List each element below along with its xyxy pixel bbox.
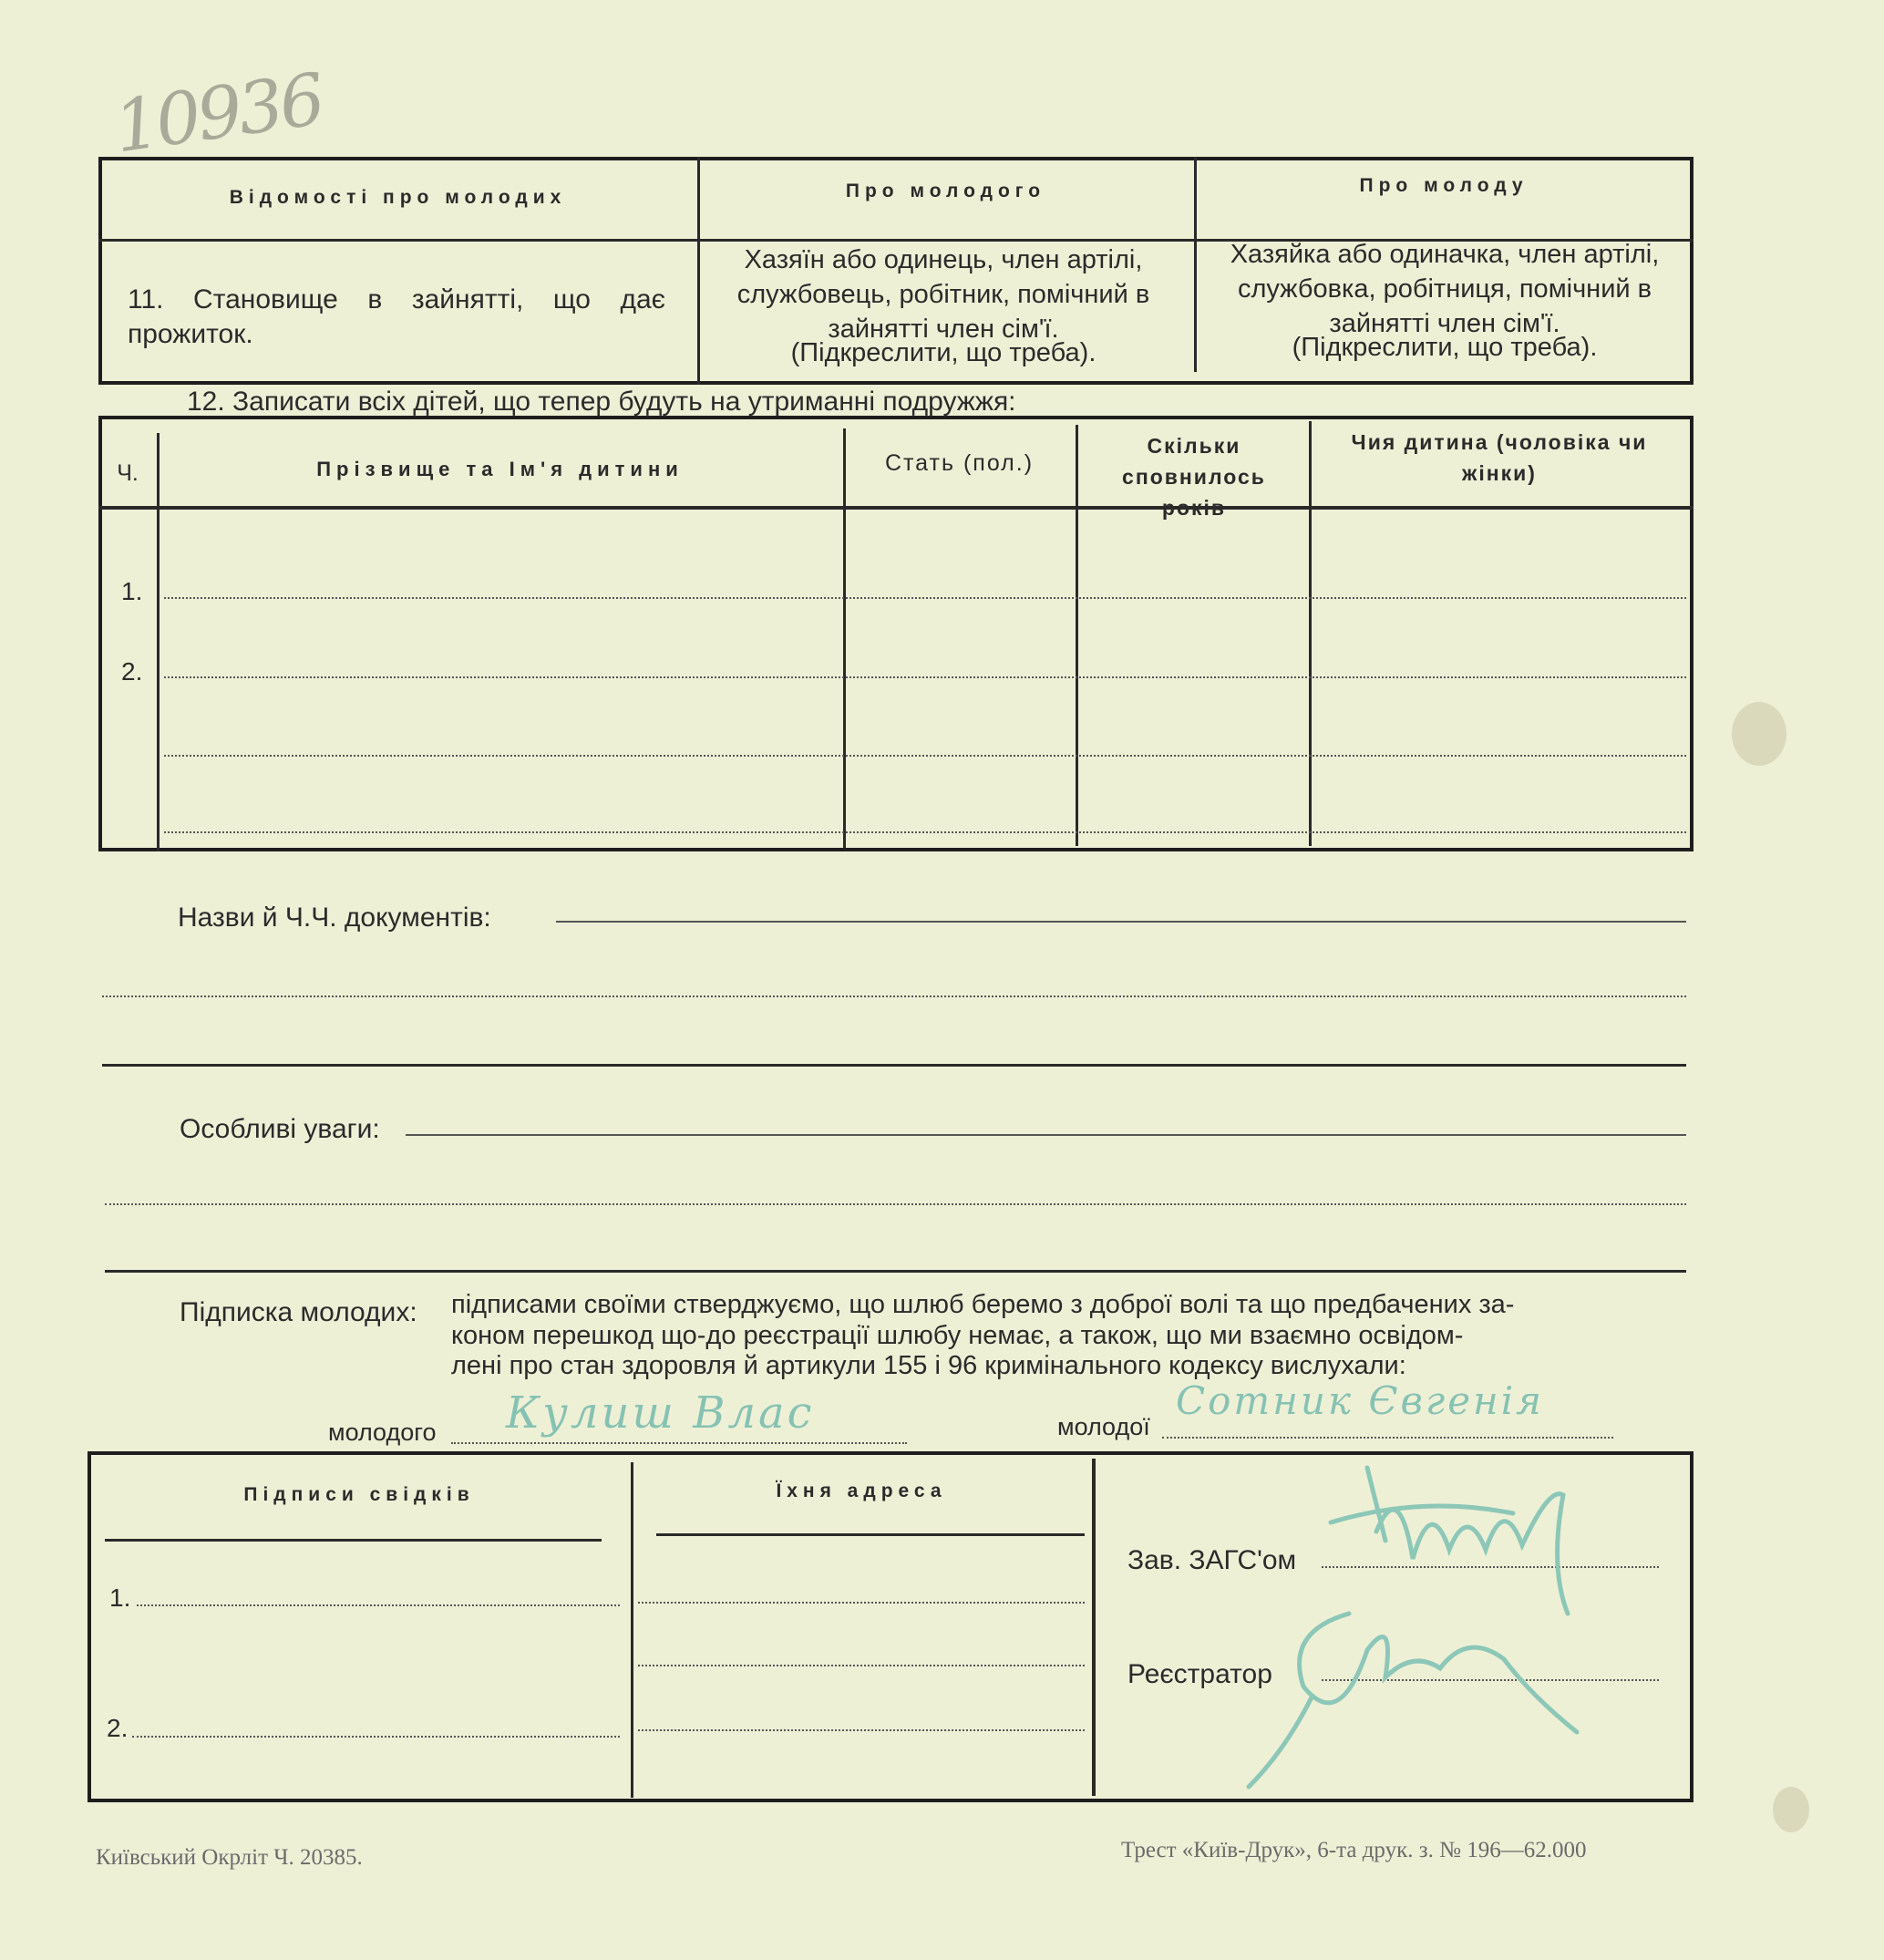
- registrar-signature: [1230, 1595, 1613, 1796]
- children-col-divider: [157, 433, 160, 851]
- groom-occupation-hint: (Підкреслити, що треба).: [790, 338, 1096, 367]
- children-header-age: Скільки сповнилось років: [1122, 434, 1266, 520]
- children-header-name: Прізвище та Ім'я дитини: [316, 458, 684, 480]
- address-line: [638, 1665, 1085, 1666]
- groom-occupation-options: Хазяїн або одинець, член артілі, службовець, робітник, помічний в зайнятті член сім'ї.: [736, 245, 1150, 344]
- child-row-number: 2.: [121, 657, 143, 686]
- children-header-number: Ч.: [117, 460, 139, 486]
- documents-line: [102, 995, 1686, 997]
- special-notes-label: Особливі уваги:: [180, 1114, 380, 1144]
- section-rule: [105, 1270, 1686, 1273]
- children-col-divider: [843, 428, 846, 848]
- children-section-title: 12. Записати всіх дітей, що тепер будуть на утриманні подружжя:: [187, 387, 1016, 417]
- children-header-divider: [98, 506, 1694, 510]
- witness-number: 2.: [107, 1714, 129, 1742]
- declaration-text: коном перешкод що-до реєстрації шлюбу немає, а також, що ми взаємно освідом-: [451, 1321, 1464, 1350]
- row11-label: 11. Становище в зайнятті, що дає прожиток.: [128, 284, 665, 349]
- archive-number: 10936: [108, 58, 327, 170]
- registrar-label: Реєстратор: [1127, 1659, 1272, 1689]
- witness-col-divider: [631, 1462, 633, 1798]
- footer-left: Київський Окрліт Ч. 20385.: [96, 1845, 363, 1870]
- paper-stain: [1773, 1787, 1809, 1832]
- section-rule: [102, 1064, 1686, 1067]
- documents-line: [556, 921, 1686, 923]
- child-row-line: [164, 597, 1686, 599]
- child-row-line: [164, 831, 1686, 833]
- witness-line: [137, 1604, 620, 1606]
- bride-signature-label: молодої: [1057, 1413, 1150, 1440]
- declaration-label: Підписка молодих:: [180, 1297, 417, 1327]
- bride-signature-line: [1162, 1437, 1613, 1439]
- children-col-divider: [1309, 421, 1312, 846]
- footer-right: Трест «Київ-Друк», 6-та друк. з. № 196—62.000: [1121, 1838, 1587, 1862]
- children-header-sex: Стать (пол.): [884, 450, 1035, 476]
- child-row-line: [164, 755, 1686, 757]
- groom-signature-line: [451, 1442, 907, 1444]
- special-notes-line: [105, 1203, 1686, 1205]
- special-notes-line: [406, 1134, 1686, 1136]
- paper-stain: [1732, 702, 1786, 766]
- witness-line: [132, 1736, 620, 1738]
- documents-label: Назви й Ч.Ч. документів:: [178, 903, 491, 933]
- witness-col-divider: [1092, 1459, 1096, 1796]
- groom-signature-label: молодого: [328, 1418, 437, 1446]
- declaration-text: підписами своїми стверджуємо, що шлюб беремо з доброї волі та що предбачених за-: [451, 1290, 1515, 1319]
- bride-occupation-options: Хазяйка або одиначка, член артілі, службовка, робітниця, помічний в зайнятті член сім'ї.: [1230, 240, 1660, 338]
- child-row-line: [164, 676, 1686, 678]
- groom-signature: Кулиш Влас: [506, 1387, 815, 1439]
- children-header-whose: Чия дитина (чоловіка чи жінки): [1351, 430, 1648, 485]
- witness-address-header: Їхня адреса: [776, 1480, 947, 1501]
- zags-head-label: Зав. ЗАГС'ом: [1127, 1545, 1297, 1575]
- children-col-divider: [1076, 425, 1078, 846]
- header-about-bride: Про молоду: [1359, 175, 1529, 196]
- bride-occupation-hint: (Підкреслити, що треба).: [1292, 333, 1598, 362]
- address-line: [638, 1729, 1085, 1731]
- header-about-groom: Про молодого: [845, 181, 1046, 201]
- bride-signature: Сотник Євгенія: [1176, 1378, 1544, 1423]
- header-info-about-couple: Відомості про молодих: [229, 187, 567, 208]
- child-row-number: 1.: [121, 577, 143, 605]
- witness-header-rule: [656, 1533, 1085, 1536]
- declaration-text: лені про стан здоровля й артикули 155 і 96 кримінального кодексу вислухали:: [451, 1351, 1406, 1380]
- address-line: [638, 1602, 1085, 1604]
- witness-header-rule: [105, 1539, 602, 1542]
- witness-number: 1.: [109, 1583, 131, 1612]
- witness-signatures-header: Підписи свідків: [243, 1484, 475, 1505]
